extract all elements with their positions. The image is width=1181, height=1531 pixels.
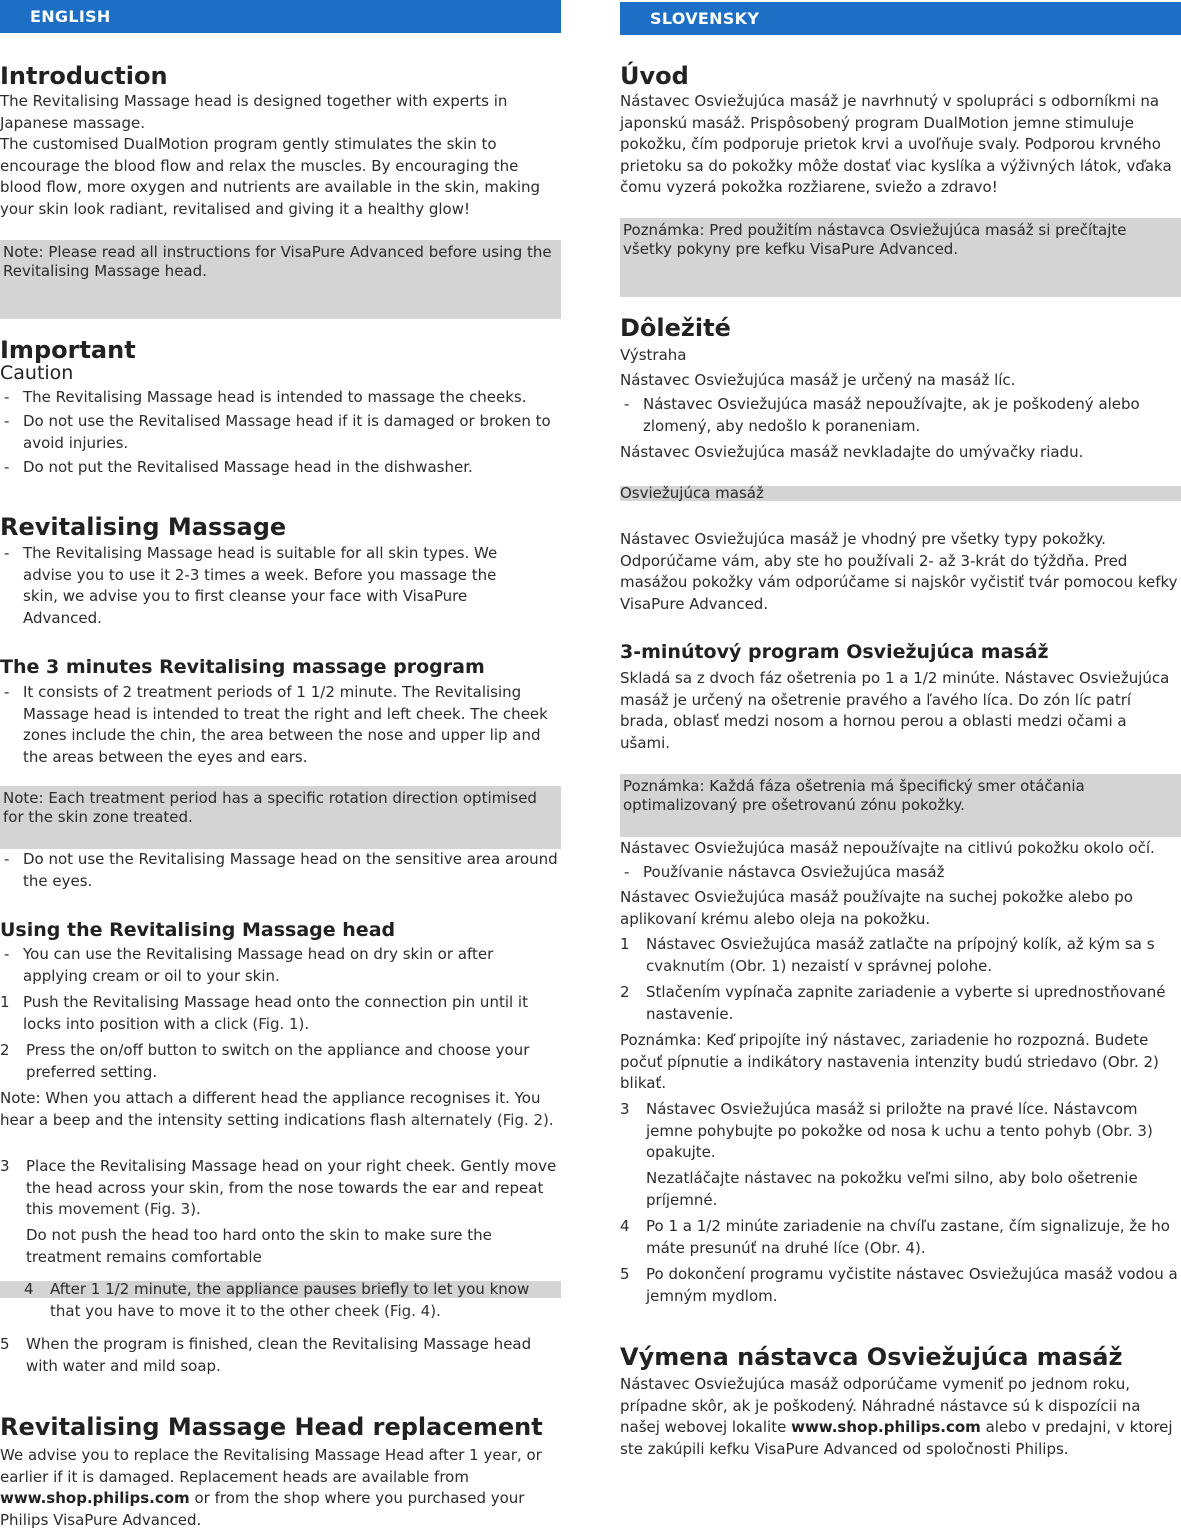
- step-text: Po 1 a 1/2 minúte zariadenie na chvíľu zastane, čím signalizuje, že ho máte presunúť na druhé: [646, 1217, 1170, 1257]
- dash-bullet: -: [4, 412, 10, 430]
- caution-paragraph: Nástavec Osviežujúca masáž je určený na masáž líc.: [620, 371, 1016, 389]
- step-number: 2: [620, 983, 630, 1001]
- dash-bullet: -: [624, 863, 630, 881]
- subsection-title-caution: Caution: [0, 362, 74, 384]
- dash-bullet: -: [4, 683, 10, 701]
- section-title-replacement: Revitalising Massage Head replacement: [0, 1413, 543, 1441]
- step-1: [0, 992, 561, 1035]
- dash-bullet: -: [4, 850, 10, 868]
- massage-paragraph: Nástavec Osviežujúca masáž je vhodný pre všetky typy pokožky. Odporúčame vám, aby ste ho používali 2- až 3-krát do týždňa. Pred masážou pokožky vám odporúčame si najskôr vyčistiť tvár pomocou kefky VisaPure Advanced.: [620, 530, 1178, 613]
- period: .: [920, 1238, 926, 1257]
- step-number: 4: [620, 1217, 630, 1235]
- list-item-text: Používanie nástavca Osviežujúca masáž: [643, 863, 945, 881]
- step-text: Place the Revitalising Massage head on your right cheek. Gently move the head across your skin, from the nose towards the ear and repeat this: [26, 1157, 557, 1218]
- step-number: 2: [0, 1041, 10, 1059]
- section-title-revitalising-massage: Revitalising Massage: [0, 513, 287, 541]
- caution-paragraph: Nástavec Osviežujúca masáž nevkladajte do umývačky riadu.: [620, 443, 1084, 461]
- language-label: SLOVENSKY: [650, 9, 760, 28]
- replacement-text: or from the shop where you purchased your Philips VisaPure Advanced.: [0, 1489, 525, 1529]
- language-label: ENGLISH: [30, 7, 111, 26]
- figure-reference: click (Fig. 1): [214, 1014, 305, 1033]
- period: .: [196, 1200, 201, 1218]
- note-paragraph: [0, 1088, 561, 1131]
- step-4: [24, 1279, 561, 1322]
- step-text: Stlačením vypínača zapnite zariadenie a vyberte si uprednostňované nastavenie.: [646, 983, 1166, 1023]
- list-item-text: You can use the Revitalising Massage head on dry skin or after applying cream or oil to your skin.: [23, 945, 494, 985]
- subsection-title-using: Using the Revitalising Massage head: [0, 919, 396, 941]
- step-3: [620, 1099, 1181, 1164]
- highlight-band: Osviežujúca masáž: [620, 486, 1181, 501]
- step-number: 3: [0, 1157, 10, 1175]
- subsection-title-program: The 3 minutes Revitalising massage program: [0, 656, 485, 678]
- eyes-warning: Nástavec Osviežujúca masáž nepoužívajte na citlivú pokožku okolo očí.: [620, 839, 1155, 857]
- period: .: [436, 1301, 441, 1320]
- caution-item-text: Do not use the Revitalised Massage head if it is damaged or broken to avoid injuries.: [23, 412, 551, 452]
- program-paragraph: Skladá sa z dvoch fáz ošetrenia po 1 a 1/2 minúte. Nástavec Osviežujúca masáž je určený na ošetrenie pravého a ľavého líca. Do zón líc patrí brada, oblasť medzi nosom a hornou perou a oblasti medzi očami a ušami.: [620, 669, 1170, 752]
- note-box-instructions: Poznámka: Pred použitím nástavca Osviežujúca masáž si prečítajte všetky pokyny pre kefku VisaPure Advanced.: [620, 218, 1181, 297]
- figure-reference: líce (Obr. 4): [833, 1238, 921, 1257]
- section-title-important: Important: [0, 336, 136, 364]
- list-item: [0, 682, 561, 768]
- figure-reference: alternately (Fig. 2): [410, 1110, 549, 1129]
- using-paragraph: Nástavec Osviežujúca masáž používajte na suchej pokožke alebo po aplikovaní krému alebo oleja na pokožku.: [620, 888, 1133, 928]
- figure-reference: pohyb (Obr. 3): [1044, 1121, 1153, 1140]
- replacement-paragraph: [620, 1374, 1181, 1460]
- list-item: [0, 543, 518, 629]
- replacement-text: alebo v predajni, v ktorej ste zakúpili kefku VisaPure Advanced od spoločnosti Philips.: [620, 1418, 1173, 1458]
- caution-item: [620, 394, 1181, 437]
- caution-item: [0, 411, 561, 454]
- list-item: [0, 944, 561, 987]
- step-text: Nástavec Osviežujúca masáž zatlačte na prípojný kolík, až kým sa s: [646, 935, 1155, 953]
- step-2: [0, 1040, 561, 1083]
- step-text: Po dokončení programu vyčistite nástavec Osviežujúca masáž vodou a jemným mydlom.: [646, 1265, 1178, 1305]
- dash-bullet: -: [4, 945, 10, 963]
- subsection-title-program: 3-minútový program Osviežujúca masáž: [620, 641, 1049, 663]
- step-3-subnote: Nezatláčajte nástavec na pokožku veľmi silno, aby bolo ošetrenie príjemné.: [646, 1169, 1138, 1209]
- section-title-introduction: Introduction: [0, 62, 168, 90]
- note-text: Note: When you attach a different head the appliance recognises it. You hear a beep and the intensity setting indications flash: [0, 1089, 541, 1129]
- step-number: 5: [620, 1265, 630, 1283]
- dash-bullet: -: [624, 395, 630, 413]
- step-number: 1: [0, 993, 10, 1011]
- note-box-rotation: Poznámka: Každá fáza ošetrenia má špecifický smer otáčania optimalizovaný pre ošetrovanú zónu pokožky.: [620, 774, 1181, 837]
- list-item-text: It consists of 2 treatment periods of 1 1/2 minute. The Revitalising Massage head is intended to treat the right and left cheek. The cheek zones include the chin, the area between the nose and upper lip and the areas between the eyes and ears.: [23, 683, 548, 766]
- dash-bullet: -: [4, 388, 10, 406]
- step-number: 4: [24, 1280, 34, 1298]
- note-box-instructions: Note: Please read all instructions for VisaPure Advanced before using the Revitalising Massage head.: [0, 240, 561, 319]
- step-2: [620, 982, 1181, 1025]
- period: .: [548, 1110, 554, 1129]
- figure-reference: cheek (Fig. 4): [334, 1301, 437, 1320]
- step-text: After 1 1/2 minute, the appliance pauses briefly to let you know that you have to move it to the other: [50, 1280, 530, 1320]
- step-text: opakujte.: [646, 1143, 716, 1161]
- section-title-uvod: Úvod: [620, 62, 689, 90]
- caution-item-text: The Revitalising Massage head is intended to massage the cheeks.: [23, 388, 527, 406]
- step-4: [620, 1216, 1181, 1259]
- shop-url-link[interactable]: www.shop.philips.com: [791, 1418, 981, 1436]
- step-5: [620, 1264, 1181, 1307]
- note-paragraph: Poznámka: Keď pripojíte iný nástavec, zariadenie ho rozpozná. Budete počuť pípnutie a indikátory nastavenia intenzity budú striedavo (Obr. 2) blikať.: [620, 1031, 1159, 1092]
- dash-bullet: -: [4, 544, 10, 562]
- caution-item-text: Do not put the Revitalised Massage head in the dishwasher.: [23, 458, 473, 476]
- list-item-text: The Revitalising Massage head is suitable for all skin types. We advise you to use it 2-3 times a week. Before you massage the skin, we advise you to first cleanse your face with VisaPure Advanced.: [23, 544, 498, 627]
- caution-item: [0, 387, 561, 409]
- subsection-title-vystraha: Výstraha: [620, 346, 687, 364]
- step-1: [620, 934, 1181, 977]
- step-number: 3: [620, 1100, 630, 1118]
- figure-reference: movement (Fig. 3): [58, 1200, 197, 1218]
- list-item-text: Do not use the Revitalising Massage head on the sensitive area around the eyes.: [23, 850, 558, 890]
- step-text: Nástavec Osviežujúca masáž si priložte na pravé líce. Nástavcom jemne pohybujte po pokožke od nosa k uchu a tento: [646, 1100, 1138, 1140]
- step-text: nezaistí v správnej polohe.: [786, 956, 993, 975]
- step-number: 1: [620, 935, 630, 953]
- section-title-replacement: Výmena nástavca Osviežujúca masáž: [620, 1343, 1123, 1371]
- dash-bullet: -: [4, 458, 10, 476]
- intro-paragraph-2: The customised DualMotion program gently stimulates the skin to encourage the blood flow and relax the muscles. By encouraging the blood flow, more oxygen and nutrients are available in the skin, making your skin look radiant, revitalised and giving it a healthy glow!: [0, 135, 541, 218]
- shop-url-link[interactable]: www.shop.philips.com: [0, 1489, 190, 1507]
- replacement-text: We advise you to replace the Revitalising Massage Head after 1 year, or earlier if it is damaged. Replacement heads are available from: [0, 1446, 542, 1486]
- section-title-dolezite: Dôležité: [620, 314, 731, 342]
- list-item: [620, 862, 1181, 884]
- replacement-paragraph: [0, 1445, 561, 1531]
- caution-item-text: Nástavec Osviežujúca masáž nepoužívajte, ak je poškodený alebo zlomený, aby nedošlo k poraneniam.: [643, 395, 1140, 435]
- note-box-rotation: Note: Each treatment period has a specific rotation direction optimised for the skin zone treated.: [0, 786, 561, 849]
- step-3-subnote: Do not push the head too hard onto the skin to make sure the treatment remains comfortable: [26, 1226, 492, 1266]
- intro-paragraph-1: The Revitalising Massage head is designed together with experts in Japanese massage.: [0, 92, 508, 132]
- step-text: Push the Revitalising Massage head onto the connection pin until it locks into position with a: [23, 993, 528, 1033]
- figure-reference: cvaknutím (Obr. 1): [646, 956, 787, 975]
- language-header-slovak: [620, 2, 1181, 35]
- step-text: When the program is finished, clean the Revitalising Massage head with water and mild soap.: [26, 1335, 532, 1375]
- caution-item: [0, 457, 561, 479]
- step-3: [0, 1156, 561, 1221]
- step-text: Press the on/off button to switch on the appliance and choose your preferred setting.: [26, 1041, 530, 1081]
- list-item: [0, 849, 561, 892]
- step-5: [0, 1334, 561, 1377]
- period: .: [304, 1014, 310, 1033]
- replacement-text: Nástavec Osviežujúca masáž odporúčame vymeniť po jednom roku, prípadne skôr, ak je poškodený. Náhradné nástavce sú k dispozícii na našej webovej lokalite: [620, 1375, 1141, 1436]
- language-header-english: [0, 0, 561, 33]
- intro-paragraph: Nástavec Osviežujúca masáž je navrhnutý v spolupráci s odborníkmi na japonskú masáž. Prispôsobený program DualMotion jemne stimuluje pokožku, čím podporuje prietok krvi a uvoľňuje svaly. Podporou krvného prietoku sa do pokožky môže dostať viac kyslíka a výživných látok, vďaka čomu vyzerá pokožka rozžiarene, sviežo a zdravo!: [620, 92, 1172, 196]
- step-number: 5: [0, 1335, 10, 1353]
